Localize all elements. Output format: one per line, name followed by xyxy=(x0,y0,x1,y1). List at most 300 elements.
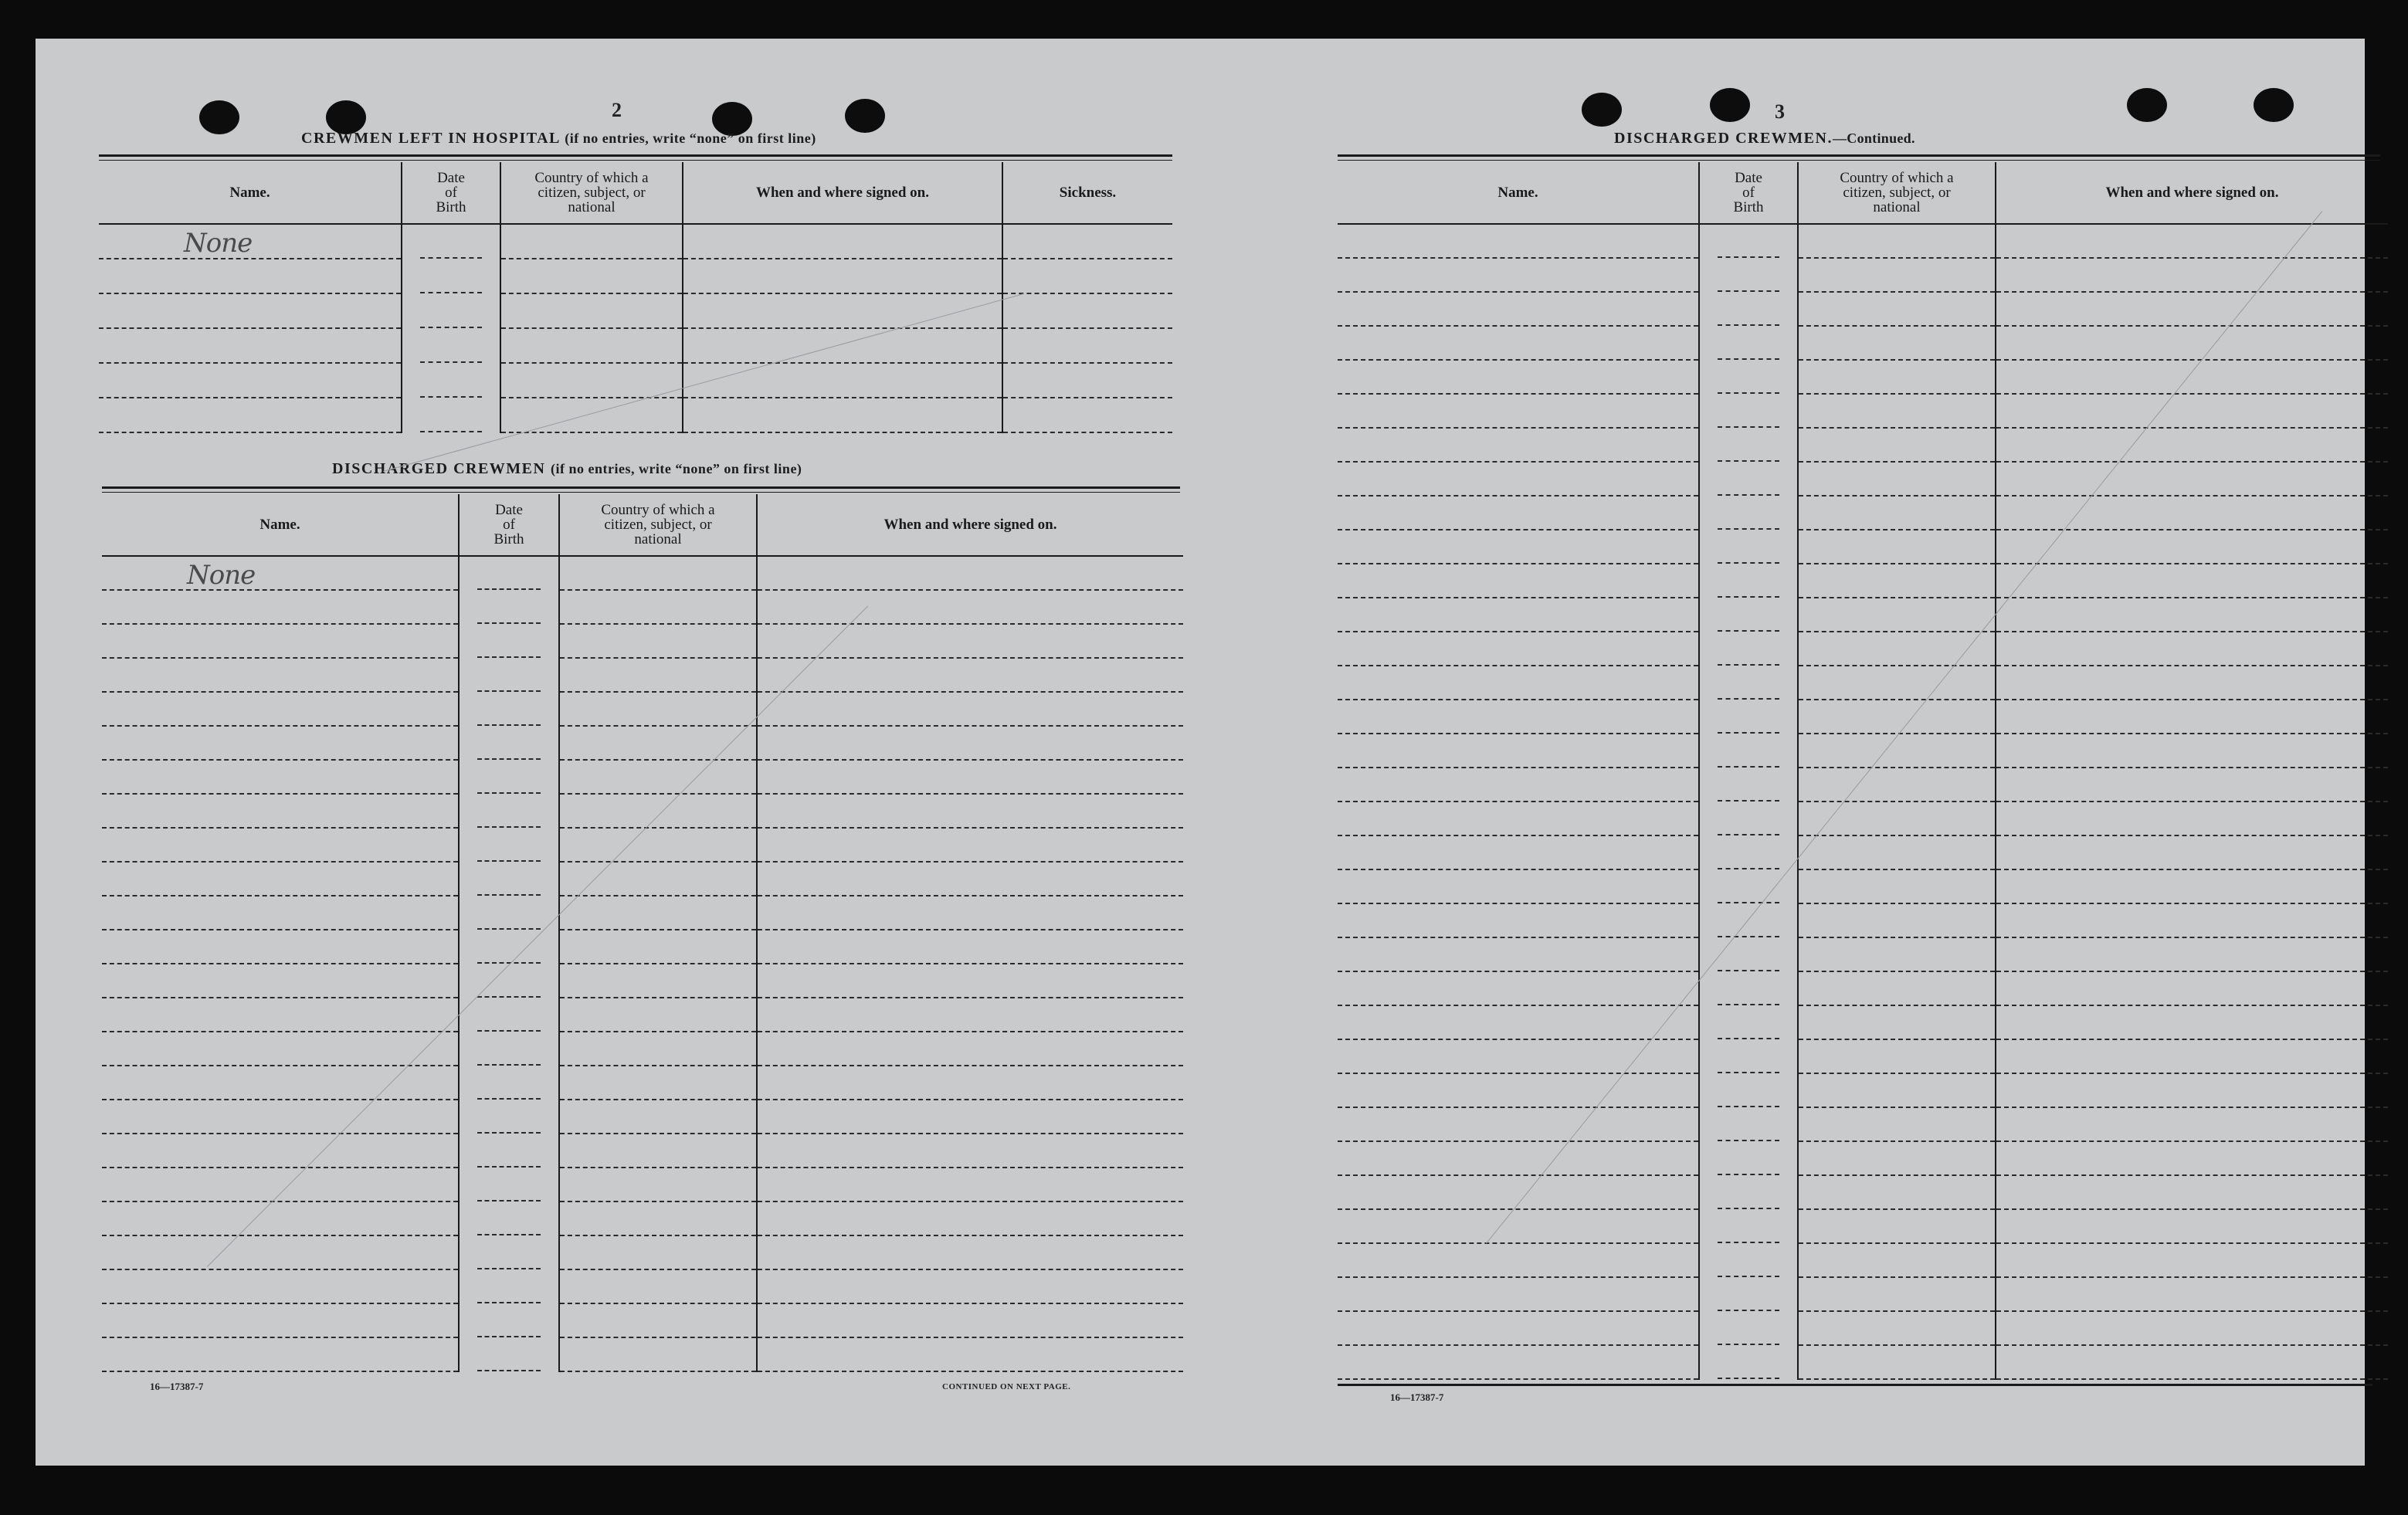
punch-hole xyxy=(2127,88,2167,122)
table-cell xyxy=(1996,598,2388,632)
table-cell xyxy=(1338,394,1699,428)
table-cell xyxy=(500,398,683,432)
table-cell xyxy=(757,658,1183,692)
right-top-rule-thin xyxy=(1338,160,2380,161)
table-cell xyxy=(1798,835,1996,869)
table-cell xyxy=(1699,258,1798,292)
table-cell xyxy=(1699,1107,1798,1141)
table-row xyxy=(99,293,1172,328)
table-cell xyxy=(1699,564,1798,598)
table-row xyxy=(1338,1175,2388,1209)
hospital-title-note: (if no entries, write “none” on first line) xyxy=(565,130,816,146)
table-cell xyxy=(559,828,757,862)
table-cell xyxy=(1699,768,1798,802)
col-signed-on: When and where signed on. xyxy=(1996,162,2388,224)
table-cell xyxy=(1338,937,1699,971)
table-cell xyxy=(1338,258,1699,292)
table-cell xyxy=(1996,1345,2388,1379)
punch-hole xyxy=(199,100,239,134)
table-cell xyxy=(1338,1039,1699,1073)
table-cell xyxy=(1699,1277,1798,1311)
col-name: Name. xyxy=(99,162,402,224)
table-cell xyxy=(757,556,1183,590)
table-cell xyxy=(1996,496,2388,530)
table-cell xyxy=(459,726,559,760)
table-row xyxy=(102,1303,1183,1337)
table-cell xyxy=(102,1337,459,1371)
table-cell xyxy=(1338,496,1699,530)
table-row xyxy=(1338,598,2388,632)
col-signed-on: When and where signed on. xyxy=(757,494,1183,556)
table-cell xyxy=(559,590,757,624)
table-cell xyxy=(1338,734,1699,768)
table-cell xyxy=(1798,292,1996,326)
country-line-1: Country of which a xyxy=(601,502,715,518)
table-cell xyxy=(1996,224,2388,258)
table-cell xyxy=(559,1303,757,1337)
table-cell xyxy=(757,1269,1183,1303)
table-cell xyxy=(459,1303,559,1337)
table-row xyxy=(1338,326,2388,360)
table-cell xyxy=(1699,1209,1798,1243)
table-row xyxy=(1338,1039,2388,1073)
table-cell xyxy=(402,363,500,398)
discharged-table xyxy=(102,494,1183,1372)
table-cell xyxy=(1798,564,1996,598)
table-cell xyxy=(1699,971,1798,1005)
table-cell xyxy=(559,556,757,590)
table-cell xyxy=(1699,598,1798,632)
table-cell xyxy=(757,1235,1183,1269)
table-cell xyxy=(1699,462,1798,496)
table-cell xyxy=(500,259,683,293)
col-date-of-birth xyxy=(402,162,500,224)
left-page xyxy=(36,39,1200,1466)
table-cell xyxy=(1798,496,1996,530)
table-row xyxy=(1338,768,2388,802)
table-cell xyxy=(757,896,1183,930)
handwritten-entry: None xyxy=(184,228,253,259)
table-cell xyxy=(1798,1005,1996,1039)
col-sickness: Sickness. xyxy=(1002,162,1172,224)
table-cell xyxy=(1699,1005,1798,1039)
table-cell xyxy=(1996,1175,2388,1209)
table-cell xyxy=(102,862,459,896)
table-row xyxy=(1338,224,2388,258)
punch-hole xyxy=(845,99,885,133)
table-row xyxy=(102,1134,1183,1168)
table-cell xyxy=(102,658,459,692)
table-cell xyxy=(1699,835,1798,869)
table-cell xyxy=(1996,1005,2388,1039)
table-cell xyxy=(757,1168,1183,1201)
table-cell xyxy=(1002,363,1172,398)
table-cell xyxy=(1699,394,1798,428)
table-cell xyxy=(1798,1107,1996,1141)
table-cell xyxy=(559,1032,757,1066)
table-cell xyxy=(1338,1005,1699,1039)
dob-line-3: Birth xyxy=(493,531,524,547)
table-cell xyxy=(102,1134,459,1168)
table-cell xyxy=(1996,326,2388,360)
table-cell xyxy=(559,1168,757,1201)
table-cell xyxy=(1996,1311,2388,1345)
table-cell xyxy=(757,692,1183,726)
table-cell xyxy=(1338,903,1699,937)
table-cell xyxy=(757,794,1183,828)
hospital-table xyxy=(99,162,1172,433)
table-cell xyxy=(459,828,559,862)
col-name: Name. xyxy=(102,494,459,556)
table-cell xyxy=(757,1303,1183,1337)
table-cell xyxy=(99,398,402,432)
table-row xyxy=(102,964,1183,998)
table-cell xyxy=(1699,632,1798,666)
table-cell xyxy=(1798,700,1996,734)
table-cell xyxy=(1798,258,1996,292)
table-cell xyxy=(402,293,500,328)
table-row xyxy=(1338,1073,2388,1107)
dob-dash-line xyxy=(1718,1378,1780,1379)
table-cell xyxy=(1699,326,1798,360)
discharged-continued-table xyxy=(1338,162,2388,1380)
dob-dash-line xyxy=(420,431,483,432)
table-cell xyxy=(102,896,459,930)
table-row xyxy=(1338,971,2388,1005)
table-cell xyxy=(1338,428,1699,462)
form-code: 16—17387-7 xyxy=(1390,1391,1444,1403)
table-cell xyxy=(102,590,459,624)
table-cell xyxy=(102,1269,459,1303)
table-cell xyxy=(559,726,757,760)
table-row xyxy=(102,658,1183,692)
table-row xyxy=(1338,530,2388,564)
table-cell xyxy=(1338,1243,1699,1277)
table-cell xyxy=(1996,903,2388,937)
table-cell xyxy=(559,1337,757,1371)
table-cell xyxy=(1996,734,2388,768)
table-cell xyxy=(102,1235,459,1269)
table-row xyxy=(1338,258,2388,292)
table-cell xyxy=(1699,428,1798,462)
country-line-3: national xyxy=(1873,199,1921,215)
table-cell xyxy=(559,964,757,998)
table-cell xyxy=(459,1066,559,1100)
punch-hole xyxy=(2254,88,2294,122)
table-cell xyxy=(1996,394,2388,428)
table-cell xyxy=(102,794,459,828)
table-cell xyxy=(1002,224,1172,259)
table-cell xyxy=(402,224,500,259)
table-cell xyxy=(459,692,559,726)
table-cell xyxy=(1699,1311,1798,1345)
table-cell xyxy=(1699,1243,1798,1277)
table-cell xyxy=(99,293,402,328)
table-row xyxy=(1338,1107,2388,1141)
table-row xyxy=(1338,360,2388,394)
table-cell xyxy=(102,1100,459,1134)
table-cell xyxy=(1338,1345,1699,1379)
table-row xyxy=(102,726,1183,760)
col-country xyxy=(559,494,757,556)
dob-line-3: Birth xyxy=(436,199,466,215)
table-cell xyxy=(1699,666,1798,700)
table-cell xyxy=(1798,530,1996,564)
table-cell xyxy=(1798,394,1996,428)
table-row xyxy=(1338,394,2388,428)
table-cell xyxy=(1338,564,1699,598)
table-cell xyxy=(1699,496,1798,530)
table-cell xyxy=(459,1134,559,1168)
table-cell xyxy=(1002,328,1172,363)
table-cell xyxy=(559,930,757,964)
continued-suffix: —Continued. xyxy=(1832,130,1915,146)
table-row xyxy=(99,363,1172,398)
table-cell xyxy=(757,1032,1183,1066)
table-cell xyxy=(459,998,559,1032)
table-row xyxy=(1338,700,2388,734)
col-country xyxy=(500,162,683,224)
table-cell xyxy=(1338,632,1699,666)
table-row xyxy=(102,590,1183,624)
table-cell xyxy=(1798,1209,1996,1243)
table-cell xyxy=(1996,869,2388,903)
right-top-rule xyxy=(1338,154,2380,157)
table-cell xyxy=(1338,700,1699,734)
table-cell xyxy=(757,1100,1183,1134)
table-cell xyxy=(559,1201,757,1235)
table-cell xyxy=(102,692,459,726)
table-row xyxy=(1338,564,2388,598)
table-cell xyxy=(757,964,1183,998)
table-row xyxy=(1338,1005,2388,1039)
table-row xyxy=(1338,734,2388,768)
table-cell xyxy=(1798,734,1996,768)
hospital-top-rule-thin xyxy=(99,160,1172,161)
table-cell xyxy=(1798,326,1996,360)
table-cell xyxy=(99,328,402,363)
table-cell xyxy=(757,1337,1183,1371)
table-row xyxy=(102,794,1183,828)
table-row xyxy=(102,1066,1183,1100)
table-cell xyxy=(459,760,559,794)
table-cell xyxy=(1798,632,1996,666)
table-cell xyxy=(1996,428,2388,462)
handwritten-entry: None xyxy=(187,560,256,591)
table-row xyxy=(102,556,1183,590)
form-code: 16—17387-7 xyxy=(150,1381,204,1392)
table-cell xyxy=(1798,802,1996,835)
table-cell xyxy=(459,1235,559,1269)
dob-line-2: of xyxy=(503,517,515,533)
table-cell xyxy=(1798,1175,1996,1209)
table-cell xyxy=(1798,224,1996,258)
right-bottom-rule xyxy=(1338,1384,2372,1386)
table-cell xyxy=(1699,903,1798,937)
table-cell xyxy=(1996,632,2388,666)
table-cell xyxy=(1338,1141,1699,1175)
table-cell xyxy=(459,1201,559,1235)
table-cell xyxy=(102,998,459,1032)
country-line-1: Country of which a xyxy=(534,170,649,186)
hospital-section-title xyxy=(301,130,816,147)
discharged-continued-title-text: DISCHARGED CREWMEN. xyxy=(1614,130,1833,147)
table-cell xyxy=(757,1066,1183,1100)
table-cell xyxy=(102,760,459,794)
table-cell xyxy=(1338,224,1699,258)
table-row xyxy=(102,692,1183,726)
table-cell xyxy=(1798,666,1996,700)
dob-dash-line xyxy=(477,1370,541,1371)
table-row xyxy=(102,1100,1183,1134)
table-cell xyxy=(1338,360,1699,394)
table-row xyxy=(1338,292,2388,326)
table-cell xyxy=(1002,398,1172,432)
table-cell xyxy=(559,760,757,794)
country-line-1: Country of which a xyxy=(1840,170,1954,186)
table-cell xyxy=(757,828,1183,862)
table-row xyxy=(102,930,1183,964)
table-row xyxy=(1338,666,2388,700)
table-cell xyxy=(559,1100,757,1134)
table-row xyxy=(1338,903,2388,937)
table-row xyxy=(102,1032,1183,1066)
table-cell xyxy=(1996,768,2388,802)
table-cell xyxy=(1798,971,1996,1005)
punch-hole xyxy=(1582,93,1622,127)
dob-line-2: of xyxy=(445,185,457,201)
table-row xyxy=(99,259,1172,293)
table-cell xyxy=(1798,1277,1996,1311)
table-cell xyxy=(102,624,459,658)
table-cell xyxy=(459,1032,559,1066)
punch-hole xyxy=(1710,88,1750,122)
table-row xyxy=(102,1201,1183,1235)
table-cell xyxy=(102,1201,459,1235)
table-cell xyxy=(1338,292,1699,326)
table-cell xyxy=(1996,835,2388,869)
table-cell xyxy=(459,1168,559,1201)
discharged-top-rule-thin xyxy=(102,492,1180,493)
table-cell xyxy=(1338,1277,1699,1311)
table-cell xyxy=(99,363,402,398)
table-cell xyxy=(1338,1107,1699,1141)
table-row xyxy=(102,1168,1183,1201)
hospital-top-rule xyxy=(99,154,1172,157)
table-cell xyxy=(757,862,1183,896)
table-cell xyxy=(1699,700,1798,734)
table-cell xyxy=(757,590,1183,624)
table-cell xyxy=(1338,1311,1699,1345)
table-cell xyxy=(1699,937,1798,971)
table-cell xyxy=(500,293,683,328)
table-cell xyxy=(102,726,459,760)
table-cell xyxy=(1699,734,1798,768)
table-cell xyxy=(683,259,1002,293)
table-cell xyxy=(559,862,757,896)
table-cell xyxy=(1996,1243,2388,1277)
table-cell xyxy=(559,1134,757,1168)
table-cell xyxy=(99,224,402,259)
table-cell xyxy=(1798,937,1996,971)
table-cell xyxy=(459,1100,559,1134)
table-cell xyxy=(1996,802,2388,835)
table-cell xyxy=(559,624,757,658)
table-cell xyxy=(500,224,683,259)
table-cell xyxy=(1699,1073,1798,1107)
dob-line-1: Date xyxy=(1735,170,1762,186)
table-cell xyxy=(1996,1073,2388,1107)
table-cell xyxy=(99,259,402,293)
table-cell xyxy=(1002,293,1172,328)
table-cell xyxy=(1699,530,1798,564)
col-signed-on: When and where signed on. xyxy=(683,162,1002,224)
table-cell xyxy=(1338,462,1699,496)
table-row xyxy=(1338,496,2388,530)
page-number: 2 xyxy=(612,99,622,121)
table-cell xyxy=(1996,258,2388,292)
table-row xyxy=(1338,1277,2388,1311)
table-cell xyxy=(1798,428,1996,462)
discharged-top-rule xyxy=(102,486,1180,489)
table-cell xyxy=(459,556,559,590)
country-line-2: citizen, subject, or xyxy=(538,185,646,201)
table-row xyxy=(1338,428,2388,462)
table-cell xyxy=(559,1269,757,1303)
table-cell xyxy=(1338,802,1699,835)
table-cell xyxy=(1996,292,2388,326)
table-cell xyxy=(1699,1345,1798,1379)
discharged-title-note: (if no entries, write “none” on first line) xyxy=(550,461,802,476)
hospital-title-text: CREWMEN LEFT IN HOSPITAL xyxy=(301,130,560,147)
table-row xyxy=(1338,1209,2388,1243)
table-cell xyxy=(1996,564,2388,598)
discharged-title-text: DISCHARGED CREWMEN xyxy=(332,460,546,477)
table-cell xyxy=(1798,1073,1996,1107)
table-cell xyxy=(559,998,757,1032)
table-cell xyxy=(1798,768,1996,802)
table-cell xyxy=(1338,869,1699,903)
table-cell xyxy=(1996,360,2388,394)
table-cell xyxy=(1798,1243,1996,1277)
country-line-3: national xyxy=(568,199,616,215)
table-cell xyxy=(757,760,1183,794)
col-name: Name. xyxy=(1338,162,1699,224)
table-cell xyxy=(459,1337,559,1371)
table-cell xyxy=(1699,1175,1798,1209)
table-cell xyxy=(1338,1073,1699,1107)
table-row xyxy=(1338,835,2388,869)
table-cell xyxy=(459,624,559,658)
table-row xyxy=(1338,869,2388,903)
table-cell xyxy=(559,896,757,930)
table-cell xyxy=(402,328,500,363)
table-row xyxy=(1338,1345,2388,1379)
table-cell xyxy=(459,964,559,998)
table-cell xyxy=(1996,666,2388,700)
table-row xyxy=(99,224,1172,259)
table-cell xyxy=(559,1066,757,1100)
table-cell xyxy=(683,328,1002,363)
col-date-of-birth xyxy=(1699,162,1798,224)
table-cell xyxy=(1699,360,1798,394)
table-row xyxy=(102,1235,1183,1269)
table-cell xyxy=(1338,326,1699,360)
table-cell xyxy=(1699,1141,1798,1175)
right-page xyxy=(1200,39,2365,1466)
table-cell xyxy=(559,1235,757,1269)
table-cell xyxy=(1699,1039,1798,1073)
